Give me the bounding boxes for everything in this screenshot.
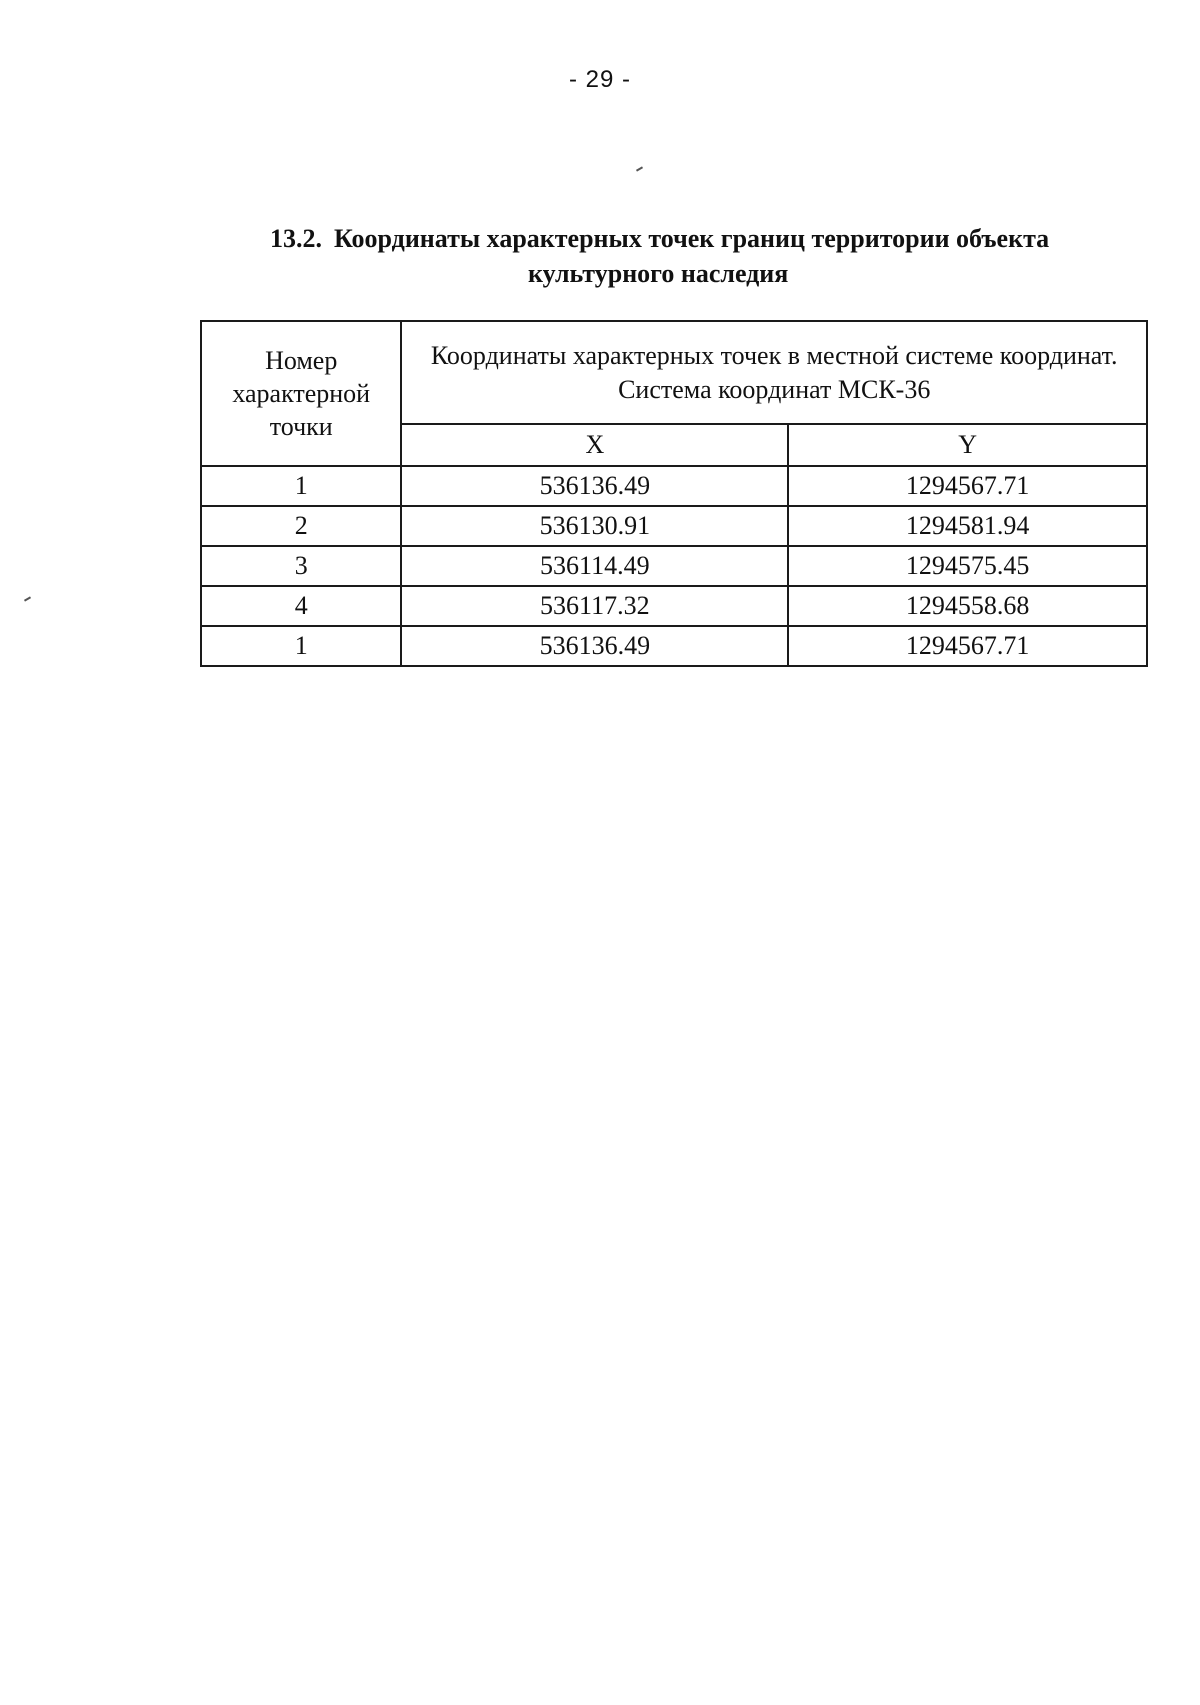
section-title-line-2: культурного наследия [528, 259, 789, 288]
point-number-cell: 1 [201, 466, 401, 506]
x-coordinate-cell: 536114.49 [401, 546, 788, 586]
point-number-header: Номер характерной точки [201, 321, 401, 466]
y-coordinate-cell: 1294558.68 [788, 586, 1147, 626]
point-number-cell: 3 [201, 546, 401, 586]
point-number-cell: 1 [201, 626, 401, 666]
y-header: Y [788, 424, 1147, 466]
table-row [201, 586, 1147, 626]
coordinates-header: Координаты характерных точек в местной системе координат. Система координат МСК-36 [401, 321, 1147, 424]
point-number-cell: 2 [201, 506, 401, 546]
coordinates-table [200, 320, 1148, 667]
x-header: X [401, 424, 788, 466]
table-header-row [201, 321, 1147, 424]
scan-mark [636, 166, 643, 171]
section-title-line-1: Координаты характерных точек границ территории объекта [334, 224, 1050, 253]
x-coordinate-cell: 536130.91 [401, 506, 788, 546]
table-row [201, 466, 1147, 506]
y-coordinate-cell: 1294567.71 [788, 626, 1147, 666]
section-heading [270, 221, 1170, 291]
section-number: 13.2. [270, 224, 322, 253]
y-coordinate-cell: 1294567.71 [788, 466, 1147, 506]
section-heading-line-1 [270, 221, 1170, 256]
table-row [201, 506, 1147, 546]
table-row [201, 546, 1147, 586]
point-number-cell: 4 [201, 586, 401, 626]
x-coordinate-cell: 536136.49 [401, 626, 788, 666]
x-coordinate-cell: 536136.49 [401, 466, 788, 506]
scan-mark [24, 596, 31, 601]
y-coordinate-cell: 1294581.94 [788, 506, 1147, 546]
y-coordinate-cell: 1294575.45 [788, 546, 1147, 586]
x-coordinate-cell: 536117.32 [401, 586, 788, 626]
table-row [201, 626, 1147, 666]
page-number: - 29 - [568, 66, 631, 93]
